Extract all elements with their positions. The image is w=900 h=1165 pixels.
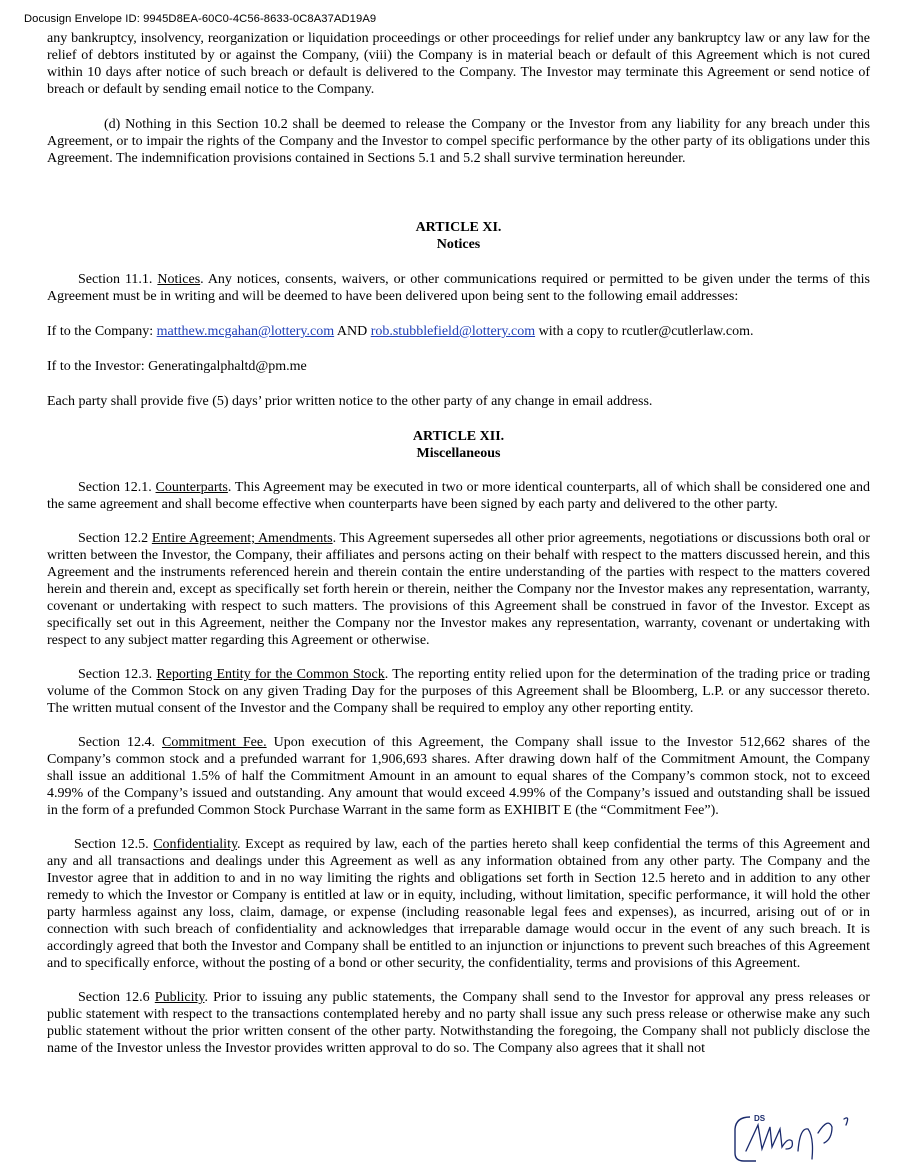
- section-heading: Confidentiality: [153, 837, 238, 852]
- section-number: Section 11.1.: [78, 272, 158, 287]
- article-xii-subtitle: Miscellaneous: [416, 446, 501, 461]
- company-email-line: [47, 323, 870, 340]
- section-body: Upon execution of this Agreement, the Company shall issue to the Investor 512,662 shares of the Company’s common stock and a prefunded warrant for 1,906,693 shares. After drawing down half of the Commitment Amount, the Company shall issue an additional 1.5% of half the Commitment Amount in an amount to equal shares of the Company’s common stock, not to exceed 4.99% of the Company’s issued and outstanding. Any amount that would exceed 4.99% of the Company’s issued and outstanding shall be issued in the form of a prefunded Common Stock Purchase Warrant in the same form as EXHIBIT E (the “Commitment Fee”).: [47, 735, 871, 818]
- email-link-matthew[interactable]: matthew.mcgahan@lottery.com: [156, 324, 335, 339]
- section-heading: Counterparts: [155, 480, 228, 495]
- paragraph-10-2-d: (d) Nothing in this Section 10.2 shall be deemed to release the Company or the Investor from any liability for any breach under this Agreement, or to impair the rights of the Company and the Investor to compel specific performance by the other party of its obligations under this Agreement. The indemnification provisions contained in Sections 5.1 and 5.2 shall survive termination hereunder.: [47, 117, 870, 166]
- section-12-2: [47, 530, 870, 649]
- copy-to-text: with a copy to rcutler@cutlerlaw.com.: [535, 324, 754, 339]
- article-xi-subtitle: Notices: [436, 237, 481, 252]
- section-number: Section 12.2: [78, 531, 152, 546]
- envelope-id: Docusign Envelope ID: 9945D8EA-60C0-4C56-8633-0C8A37AD19A9: [24, 13, 377, 25]
- section-heading: Entire Agreement; Amendments: [151, 531, 333, 546]
- section-12-6: [47, 989, 870, 1057]
- section-heading: Publicity: [154, 990, 205, 1005]
- email-link-rob[interactable]: rob.stubblefield@lottery.com: [370, 324, 536, 339]
- section-number: Section 12.6: [78, 990, 155, 1005]
- paragraph-termination-continued: any bankruptcy, insolvency, reorganization or liquidation proceedings or other proceedings for relief under any bankruptcy law or any law for the relief of debtors instituted by or against the Company, (viii) the Company is in material beach or default of this Agreement which is not cured within 10 days after notice of such breach or default is delivered to the Company. The Investor may terminate this Agreement or send notice of breach or default by sending email notice to the Company.: [47, 31, 870, 97]
- section-body: . This Agreement may be executed in two or more identical counterparts, all of which shall be considered one and the same agreement and shall become effective when counterparts have been signed by each party and delivered to the other party.: [47, 480, 870, 512]
- section-12-1: [47, 479, 870, 513]
- section-body: . This Agreement supersedes all other prior agreements, negotiations or discussions both oral or written between the Investor, the Company, their affiliates and persons acting on their behalf with respect to the matters discussed herein, and this Agreement and the instruments referenced herein and therein contain the entire understanding of the parties with respect to the matters covered herein and therein and, except as specifically set forth herein or therein, neither the Company nor the Investor makes any representation, warranty, covenant or undertaking with respect to such matters. The provisions of this Agreement shall be construed in favor of the Investor. Except as specifically set out in this Agreement, neither the Company nor the Investor makes any representation, warranty, covenant or undertaking with respect to any subject matter regarding this Agreement or otherwise.: [47, 531, 870, 648]
- section-heading: Notices: [157, 272, 201, 287]
- section-body: . Except as required by law, each of the parties hereto shall keep confidential the terms of this Agreement and any and all transactions and dealings under this Agreement as well as any information obtained from any other party. The Company and the Investor agree that in addition to and in no way limiting the rights and obligations set forth in Section 12.5 hereto and in addition to any other remedy to which the Investor or Company is entitled at law or in equity, including, without limitation, specific performance, it will hold the other party harmless against any loss, claim, damage, or expense (including reasonable legal fees and expenses), as incurred, arising out of or in connection with such breach of confidentiality and acknowledges that irreparable damage would occur in the event of any such breach. It is accordingly agreed that both the Investor and Company shall be entitled to an injunction or injunctions to prevent such breaches of this Agreement and to specifically enforce, without the posting of a bond or other security, the confidentiality, terms and provisions of this Agreement.: [47, 837, 870, 971]
- section-number: Section 12.5.: [74, 837, 154, 852]
- section-11-1: [47, 271, 870, 305]
- section-body: . Any notices, consents, waivers, or other communications required or permitted to be given under the terms of this Agreement must be in writing and will be deemed to have been delivered upon being sent to the following email addresses:: [47, 272, 870, 304]
- article-xii-title: ARTICLE XII.: [412, 429, 505, 444]
- section-12-4: [47, 734, 870, 819]
- section-heading: Commitment Fee.: [162, 735, 267, 750]
- section-body: . Prior to issuing any public statements, the Company shall send to the Investor for approval any press releases or public statement with respect to the transactions contemplated hereby and no party shall issue any such press release or otherwise make any such public statement without the prior written consent of the other party. Notwithstanding the foregoing, the Company shall not publicly disclose the name of the Investor unless the Investor provides written approval to do so. The Company also agrees that it shall not: [47, 990, 870, 1056]
- notice-change-paragraph: Each party shall provide five (5) days’ prior written notice to the other party of any change in email address.: [47, 394, 653, 409]
- docusign-initials-stamp-icon: [728, 1107, 878, 1165]
- investor-email-line: If to the Investor: Generatingalphaltd@pm.me: [47, 359, 307, 374]
- section-heading: Reporting Entity for the Common Stock: [156, 667, 385, 682]
- section-body: . The reporting entity relied upon for the determination of the trading price or trading volume of the Common Stock on any given Trading Day for the purposes of this Agreement shall be Bloomberg, L.P. or any successor thereto. The written mutual consent of the Investor and the Company shall be required to employ any other reporting entity.: [47, 667, 871, 716]
- and-text: AND: [334, 324, 371, 339]
- document-page: [47, 30, 870, 1057]
- ds-label: DS: [754, 1114, 766, 1123]
- company-label: If to the Company:: [47, 324, 157, 339]
- section-number: Section 12.3.: [78, 667, 157, 682]
- article-xi-title: ARTICLE XI.: [415, 220, 502, 235]
- section-number: Section 12.4.: [78, 735, 162, 750]
- section-12-5: [47, 836, 870, 972]
- section-number: Section 12.1.: [78, 480, 156, 495]
- section-12-3: [47, 666, 870, 717]
